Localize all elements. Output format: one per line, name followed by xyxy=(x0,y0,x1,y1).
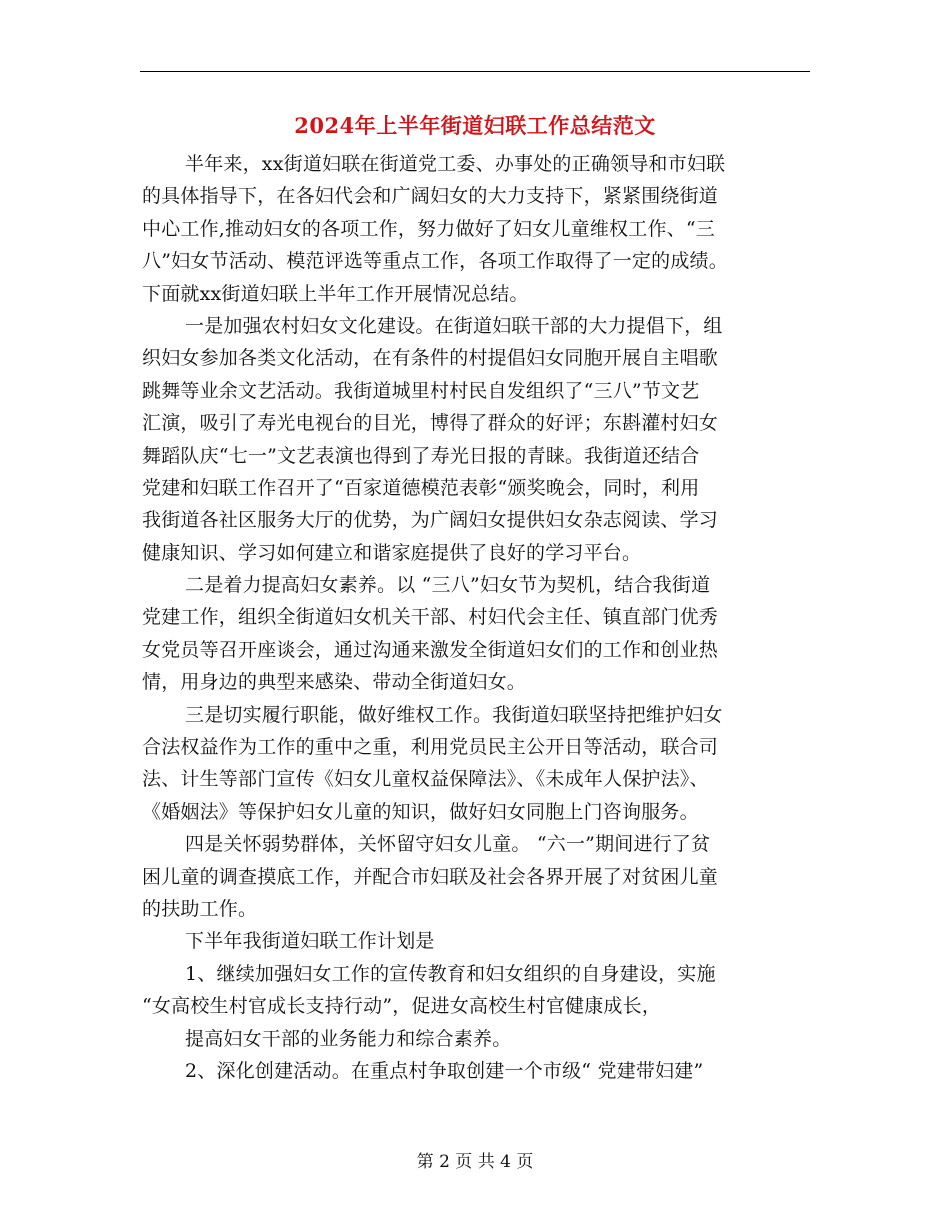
paragraph-line: 情，用身边的典型来感染、带动全街道妇女。 xyxy=(142,671,527,694)
paragraph-line: 的扶助工作。 xyxy=(142,897,258,920)
paragraph-line: 舞蹈队庆“七一”文艺表演也得到了寿光日报的青睐。我街道还结合 xyxy=(142,444,700,467)
paragraph-line: 的具体指导下，在各妇代会和广阔妇女的大力支持下，紧紧围绕街道 xyxy=(142,185,719,208)
paragraph-line: 《婚姻法》等保护妇女儿童的知识，做好妇女同胞上门咨询服务。 xyxy=(142,800,699,823)
paragraph-line: 八”妇女节活动、模范评选等重点工作，各项工作取得了一定的成绩。 xyxy=(142,250,728,273)
paragraph-line: 我街道各社区服务大厅的优势，为广阔妇女提供妇女杂志阅读、学习 xyxy=(142,509,719,532)
paragraph-line: 法、计生等部门宣传《妇女儿童权益保障法》、《未成年人保护法》、 xyxy=(142,768,709,791)
document-title: 2024年上半年街道妇联工作总结范文 xyxy=(294,113,656,138)
header-rule xyxy=(140,71,810,72)
page-number: 第 2 页 共 4 页 xyxy=(416,1152,534,1172)
paragraph-line: 半年来，xx街道妇联在街道党工委、办事处的正确领导和市妇联 xyxy=(185,153,726,175)
paragraph-line: 健康知识、学习如何建立和谐家庭提供了良好的学习平台。 xyxy=(142,541,642,564)
paragraph-line: 党建和妇联工作召开了“百家道德模范表彰“颁奖晚会，同时，利用 xyxy=(142,476,700,499)
paragraph-line: 汇演，吸引了寿光电视台的目光，博得了群众的好评；东斟灌村妇女 xyxy=(142,412,719,435)
paragraph-line: 1、继续加强妇女工作的宣传教育和妇女组织的自身建设，实施 xyxy=(185,962,716,985)
paragraph-line: 四是关怀弱势群体，关怀留守妇女儿童。 “六一”期间进行了贫 xyxy=(185,833,711,856)
paragraph-line: 三是切实履行职能，做好维权工作。我街道妇联坚持把维护妇女 xyxy=(185,703,723,726)
paragraph-line: 二是着力提高妇女素养。以 “三八”妇女节为契机，结合我街道 xyxy=(185,574,711,597)
paragraph-line: 提高妇女干部的业务能力和综合素养。 xyxy=(185,1027,512,1050)
paragraph-line: 下半年我街道妇联工作计划是 xyxy=(185,930,435,953)
paragraph-line: “女高校生村官成长支持行动”，促进女高校生村官健康成长， xyxy=(142,995,662,1018)
paragraph-line: 织妇女参加各类文化活动，在有条件的村提倡妇女同胞开展自主唱歌 xyxy=(142,347,719,370)
paragraph-line: 下面就xx街道妇联上半年工作开展情况总结。 xyxy=(142,282,529,305)
paragraph-line: 女党员等召开座谈会，通过沟通来激发全街道妇女们的工作和创业热 xyxy=(142,638,719,661)
paragraph-line: 党建工作，组织全街道妇女机关干部、村妇代会主任、镇直部门优秀 xyxy=(142,606,719,629)
document-body xyxy=(142,148,812,1087)
paragraph-line: 合法权益作为工作的重中之重，利用党员民主公开日等活动，联合司 xyxy=(142,736,719,759)
paragraph-line: 一是加强农村妇女文化建设。在街道妇联干部的大力提倡下，组 xyxy=(185,314,723,337)
paragraph-line: 中心工作,推动妇女的各项工作，努力做好了妇女儿童维权工作、“三 xyxy=(142,217,715,240)
paragraph-line: 2、深化创建活动。在重点村争取创建一个市级“ 党建带妇建” xyxy=(185,1059,704,1082)
paragraph-line: 困儿童的调查摸底工作，并配合市妇联及社会各界开展了对贫困儿童 xyxy=(142,865,719,888)
paragraph-line: 跳舞等业余文艺活动。我街道城里村村民自发组织了“三八”节文艺 xyxy=(142,379,700,402)
